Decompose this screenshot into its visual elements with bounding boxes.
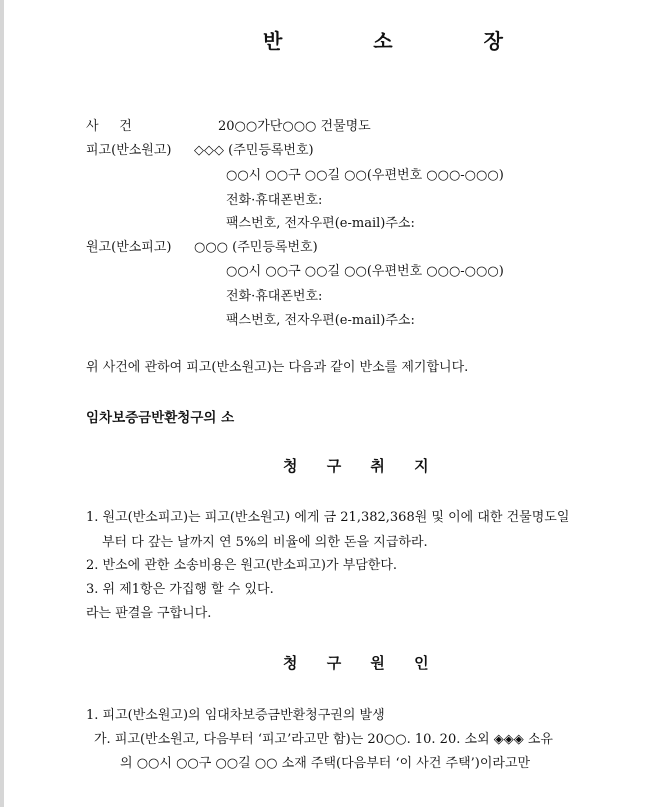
case-label: 사 건 [86,119,132,134]
purpose-item-1-cont: 부터 다 갚는 날까지 연 5%의 비율에 의한 돈을 지급하라. [102,535,428,550]
plaintiff-fax: 팩스번호, 전자우편(e-mail)주소: [226,313,415,328]
defendant-address: ○○시 ○○구 ○○길 ○○(우편번호 ○○○-○○○) [226,168,504,183]
purpose-item-2: 2. 반소에 관한 소송비용은 원고(반소피고)가 부담한다. [86,558,398,573]
defendant-name: ◇◇◇ (주민등록번호) [194,143,314,158]
defendant-phone: 전화·휴대폰번호: [226,193,323,208]
defendant-fax: 팩스번호, 전자우편(e-mail)주소: [226,216,415,231]
case-value: 20○○가단○○○ 건물명도 [218,119,371,134]
purpose-item-1: 1. 원고(반소피고)는 피고(반소원고) 에게 금 21,382,368원 및 이에 대한 건물명도일 [86,510,570,525]
plaintiff-phone: 전화·휴대폰번호: [226,289,323,304]
cause-heading: 청 구 원 인 [283,654,441,672]
document-title: 반 소 장 [263,29,545,53]
defendant-label: 피고(반소원고) [86,143,172,158]
cause-sub-a-cont: 의 ○○시 ○○구 ○○길 ○○ 소재 주택(다음부터 ‘이 사건 주택’)이라고만 [120,756,531,771]
intro-paragraph: 위 사건에 관하여 피고(반소원고)는 다음과 같이 반소를 제기합니다. [86,360,469,375]
cause-sub-a: 가. 피고(반소원고, 다음부터 ‘피고’라고만 함)는 20○○. 10. 20. 소외 ◈◈◈ 소유 [94,732,553,747]
purpose-heading: 청 구 취 지 [283,457,441,475]
claim-name: 임차보증금반환청구의 소 [86,410,235,426]
plaintiff-label: 원고(반소피고) [86,240,172,255]
plaintiff-address: ○○시 ○○구 ○○길 ○○(우편번호 ○○○-○○○) [226,264,504,279]
purpose-item-3: 3. 위 제1항은 가집행 할 수 있다. [86,582,274,597]
purpose-closing: 라는 판결을 구합니다. [86,606,212,621]
cause-item-1: 1. 피고(반소원고)의 임대차보증금반환청구권의 발생 [86,708,385,723]
plaintiff-name: ○○○ (주민등록번호) [194,240,318,255]
